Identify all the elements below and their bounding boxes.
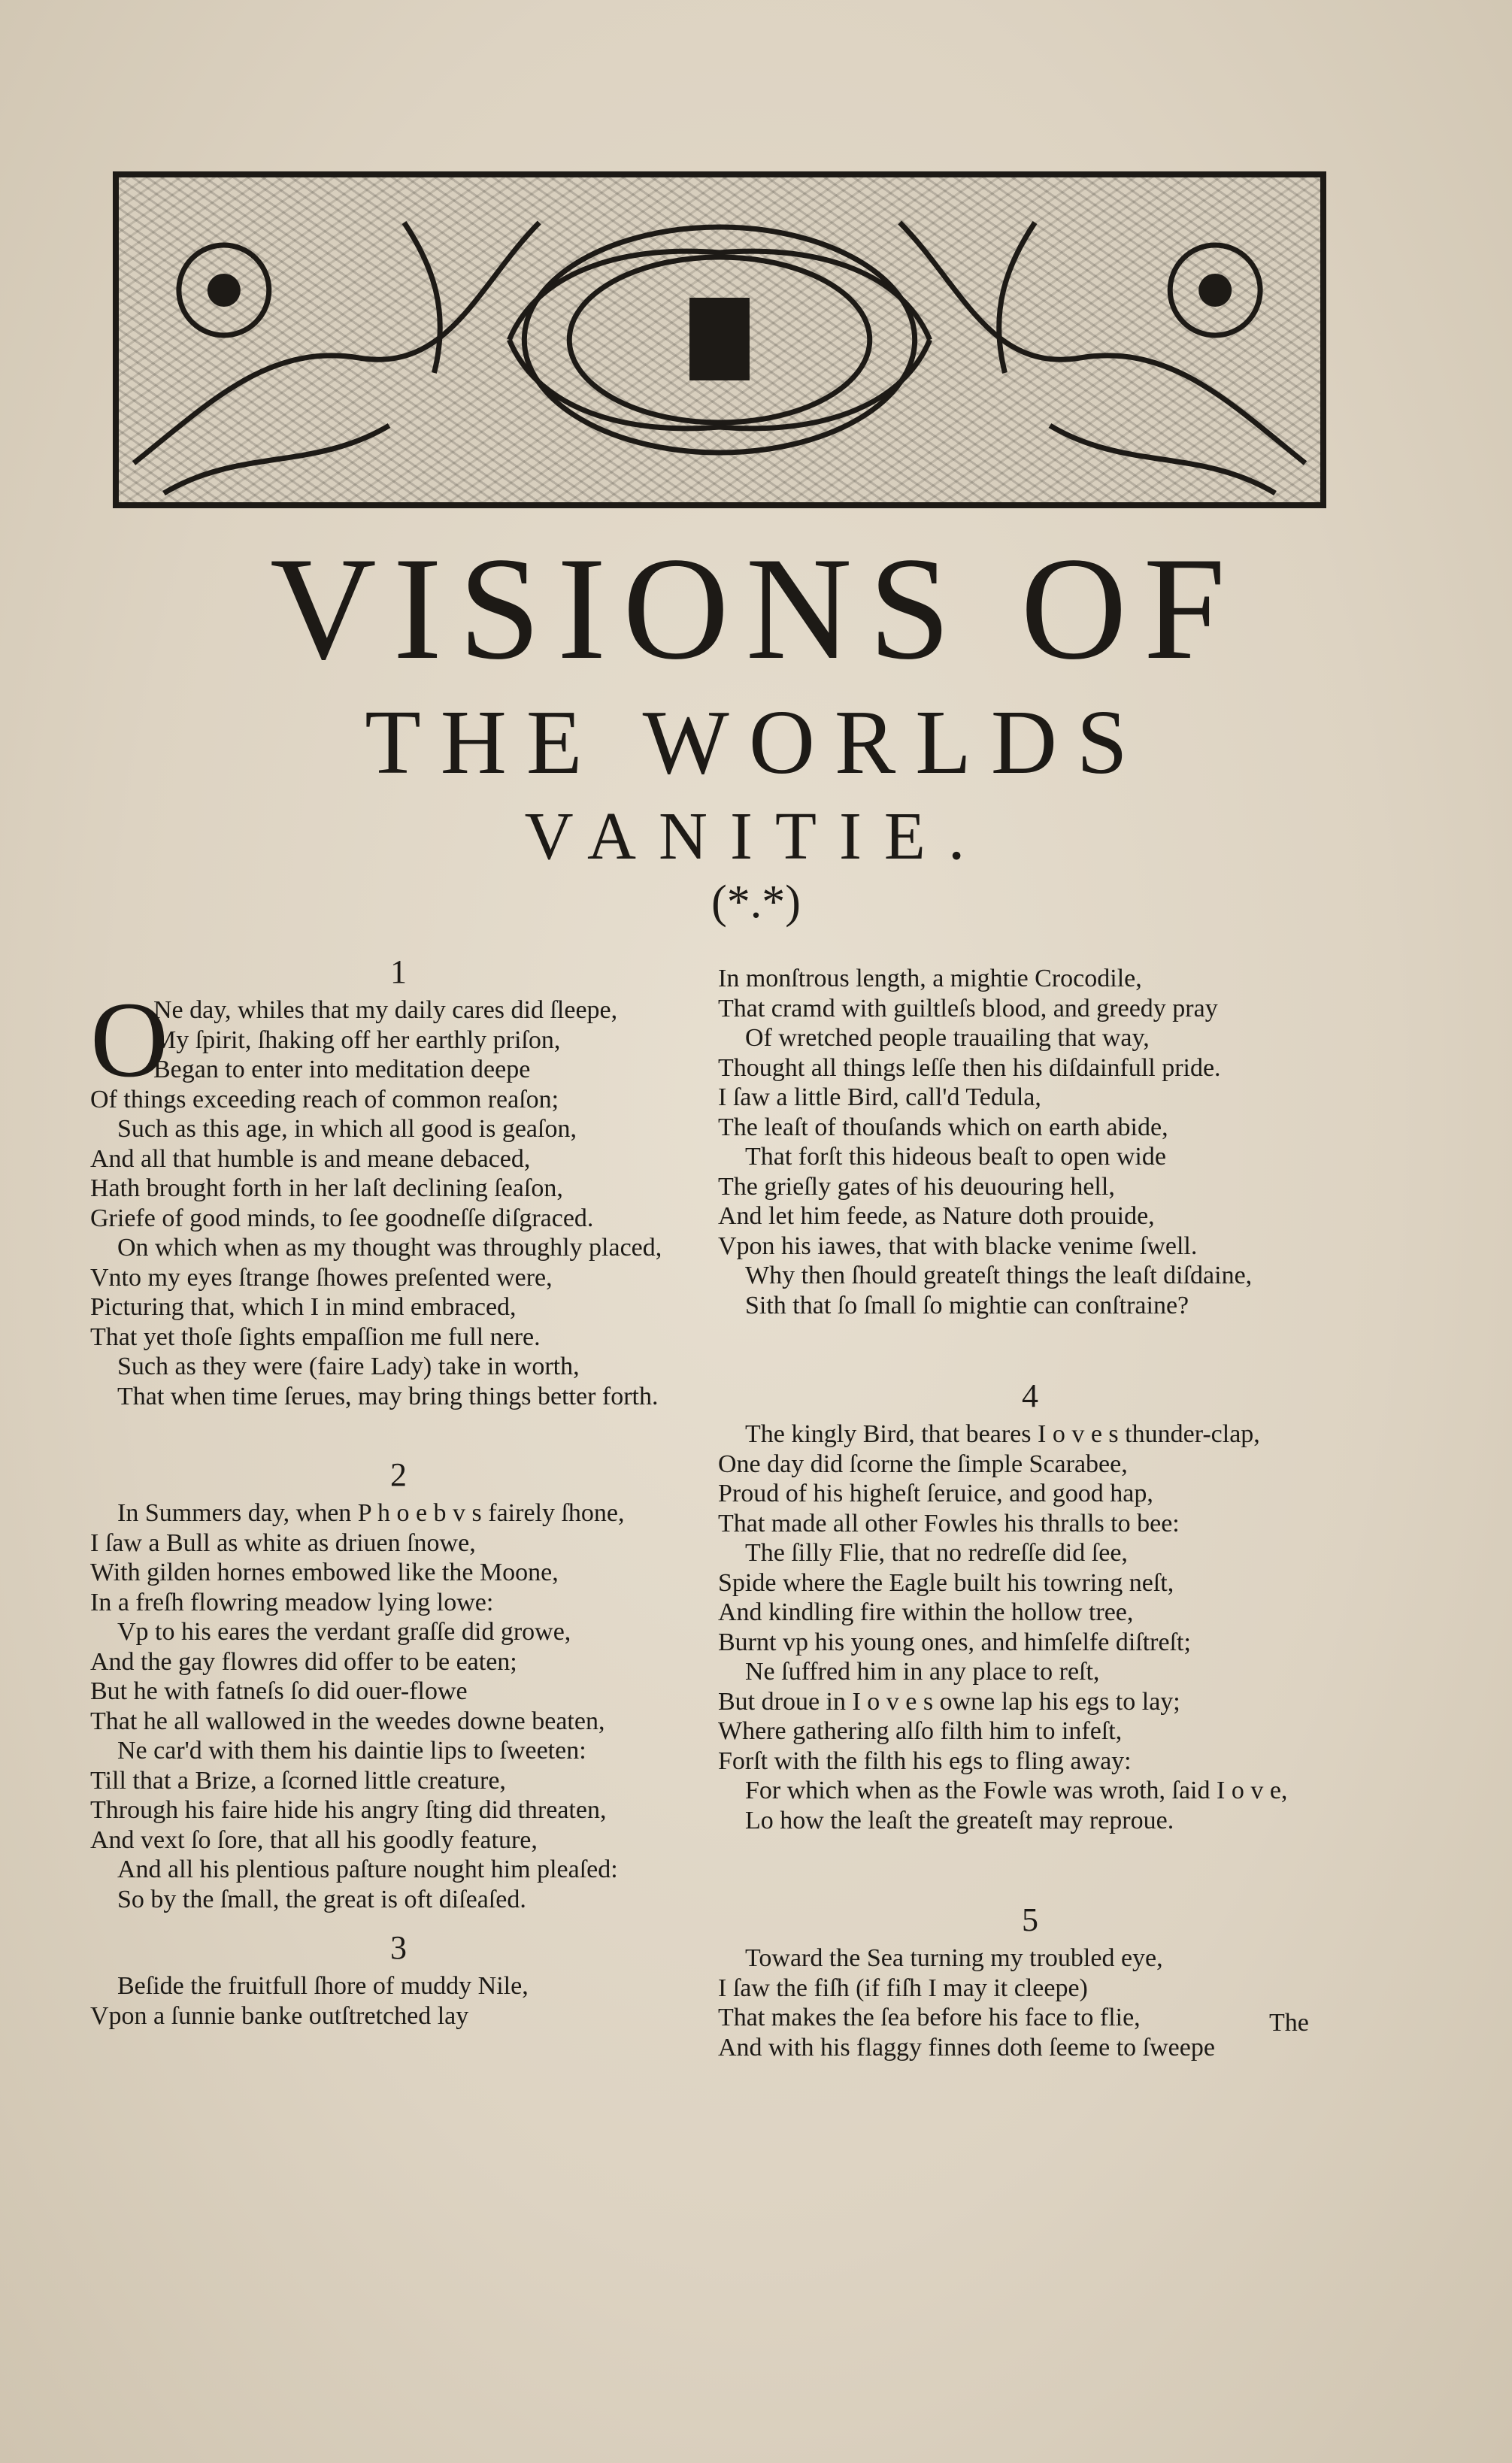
- verse-line: Spide where the Eagle built his towring neſt,: [718, 1568, 1174, 1597]
- verse-line: That forſt this hideous beaſt to open wide: [745, 1143, 1166, 1171]
- verse-line: And kindling fire within the hollow tree,: [718, 1598, 1134, 1626]
- verse-line: The grieſly gates of his deuouring hell,: [718, 1172, 1115, 1201]
- fleuron-mark: (*.*): [711, 877, 801, 928]
- verse-line: Through his faire hide his angry ſting did threaten,: [90, 1796, 607, 1824]
- verse-line: That yet thoſe ſights empaſſion me full nere.: [90, 1322, 541, 1351]
- verse-line: So by the ſmall, the great is oft diſeaſed.: [117, 1885, 526, 1913]
- verse-line: Beſide the fruitfull ſhore of muddy Nile,: [117, 1972, 529, 2000]
- title-line-3: VANITIE.: [524, 799, 988, 874]
- verse-line: And let him feede, as Nature doth prouide,: [718, 1202, 1155, 1230]
- verse-line: That he all wallowed in the weedes downe beaten,: [90, 1707, 605, 1735]
- verse-line: My ſpirit, ſhaking off her earthly priſon,: [153, 1025, 561, 1054]
- drop-cap: O: [90, 980, 168, 1100]
- verse-line: But droue in I o v e s owne lap his egs to lay;: [718, 1687, 1180, 1716]
- verse-line: Ne day, whiles that my daily cares did ſleepe,: [153, 996, 618, 1024]
- verse-line: Griefe of good minds, to ſee goodneſſe diſgraced.: [90, 1204, 594, 1232]
- verse-line: That makes the ſea before his face to flie,: [718, 2004, 1141, 2031]
- left-column: [90, 955, 707, 2077]
- verse-line: Proud of his higheſt ſeruice, and good hap,: [718, 1480, 1153, 1507]
- verse-line: Vnto my eyes ſtrange ſhowes preſented were,: [90, 1263, 553, 1292]
- verse-line: And vext ſo ſore, that all his goodly feature,: [90, 1825, 538, 1854]
- verse-line: The ſilly Flie, that no redreſſe did ſee,: [745, 1539, 1128, 1567]
- verse-line: Hath brought forth in her laſt declining ſeaſon,: [90, 1174, 563, 1202]
- sonnet-number: 1: [390, 953, 407, 990]
- verse-line: Where gathering alſo filth him to infeſt,: [718, 1717, 1123, 1745]
- verse-line: Lo how the leaſt the greateſt may reproue.: [745, 1806, 1174, 1834]
- verse-line: In a freſh flowring meadow lying lowe:: [90, 1588, 494, 1616]
- verse-line: One day did ſcorne the ſimple Scarabee,: [718, 1450, 1128, 1478]
- verse-line: That cramd with guiltleſs blood, and greedy pray: [718, 994, 1218, 1022]
- sonnet-number: 4: [1022, 1377, 1038, 1414]
- verse-line: On which when as my thought was throughly placed,: [117, 1234, 662, 1262]
- verse-line: Sith that ſo ſmall ſo mightie can conſtraine?: [745, 1291, 1189, 1319]
- verse-line: Of things exceeding reach of common reaſon;: [90, 1085, 559, 1113]
- sonnet-number: 2: [390, 1456, 407, 1493]
- right-column: [718, 964, 1342, 2109]
- verse-line: Such as they were (faire Lady) take in worth,: [117, 1353, 580, 1380]
- verse-line: Picturing that, which I in mind embraced,: [90, 1293, 517, 1321]
- verse-line: Why then ſhould greateſt things the leaſt diſdaine,: [745, 1262, 1253, 1289]
- verse-line: The kingly Bird, that beares I o v e s thunder-clap,: [745, 1420, 1260, 1448]
- sonnet-4: [718, 1379, 1342, 1835]
- verse-line: Ne ſuffred him in any place to reſt,: [745, 1658, 1100, 1686]
- verse-line: That made all other Fowles his thralls to bee:: [718, 1509, 1180, 1537]
- verse-line: I ſaw the fiſh (if fiſh I may it cleepe): [718, 1974, 1088, 2002]
- verse-line: And the gay flowres did offer to be eaten;: [90, 1647, 517, 1676]
- verse-line: Burnt vp his young ones, and himſelfe diſtreſt;: [718, 1628, 1191, 1656]
- verse-line: But he with fatneſs ſo did ouer-flowe: [90, 1677, 468, 1705]
- verse-line: With gilden hornes embowed like the Moone,: [90, 1559, 559, 1586]
- headpiece-ornament: [113, 171, 1326, 508]
- sonnet-3-continued: [718, 964, 1342, 1320]
- sonnet-number: 5: [1022, 1901, 1038, 1938]
- verse-line: That when time ſerues, may bring things better forth.: [117, 1382, 659, 1410]
- sonnet-3: [90, 1931, 707, 2031]
- catchword: The: [1269, 2009, 1309, 2037]
- sonnet-2: [90, 1458, 707, 1914]
- title-line-2: THE WORLDS: [365, 692, 1147, 793]
- verse-line: And all his plentious paſture nought him pleaſed:: [117, 1856, 618, 1883]
- verse-line: In monſtrous length, a mightie Crocodile,: [718, 965, 1142, 992]
- verse-line: Vpon a ſunnie banke outſtretched lay: [90, 2001, 469, 2030]
- woodcut-ornament-icon: [119, 177, 1320, 502]
- verse-line: Of wretched people trauailing that way,: [745, 1024, 1150, 1052]
- verse-line: I ſaw a Bull as white as driuen ſnowe,: [90, 1528, 476, 1557]
- sonnet-number: 3: [390, 1929, 407, 1966]
- verse-line: Vp to his eares the verdant graſſe did growe,: [117, 1618, 571, 1646]
- verse-line: Ne car'd with them his daintie lips to ſweeten:: [117, 1737, 586, 1765]
- verse-line: In Summers day, when P h o e b v s fairely ſhone,: [117, 1499, 625, 1527]
- verse-line: Such as this age, in which all good is geaſon,: [117, 1115, 577, 1143]
- verse-line: Forſt with the filth his egs to fling away:: [718, 1747, 1132, 1775]
- verse-line: Began to enter into meditation deepe: [153, 1056, 531, 1083]
- verse-line: Toward the Sea turning my troubled eye,: [745, 1944, 1163, 1972]
- verse-line: And with his flaggy finnes doth ſeeme to ſweepe: [718, 2033, 1215, 2062]
- sonnet-1: [90, 955, 707, 1411]
- verse-line: The leaſt of thouſands which on earth abide,: [718, 1113, 1168, 1141]
- verse-line: Vpon his iawes, that with blacke venime ſwell.: [718, 1232, 1198, 1260]
- verse-line: Till that a Brize, a ſcorned little creature,: [90, 1766, 506, 1795]
- sonnet-5: [718, 1903, 1342, 2062]
- verse-line: And all that humble is and meane debaced,: [90, 1144, 531, 1173]
- title-line-1: VISIONS OF: [270, 527, 1242, 690]
- verse-line: I ſaw a little Bird, call'd Tedula,: [718, 1083, 1041, 1111]
- verse-line: For which when as the Fowle was wroth, ſaid I o v e,: [745, 1777, 1288, 1804]
- verse-line: Thought all things leſſe then his diſdainfull pride.: [718, 1053, 1221, 1082]
